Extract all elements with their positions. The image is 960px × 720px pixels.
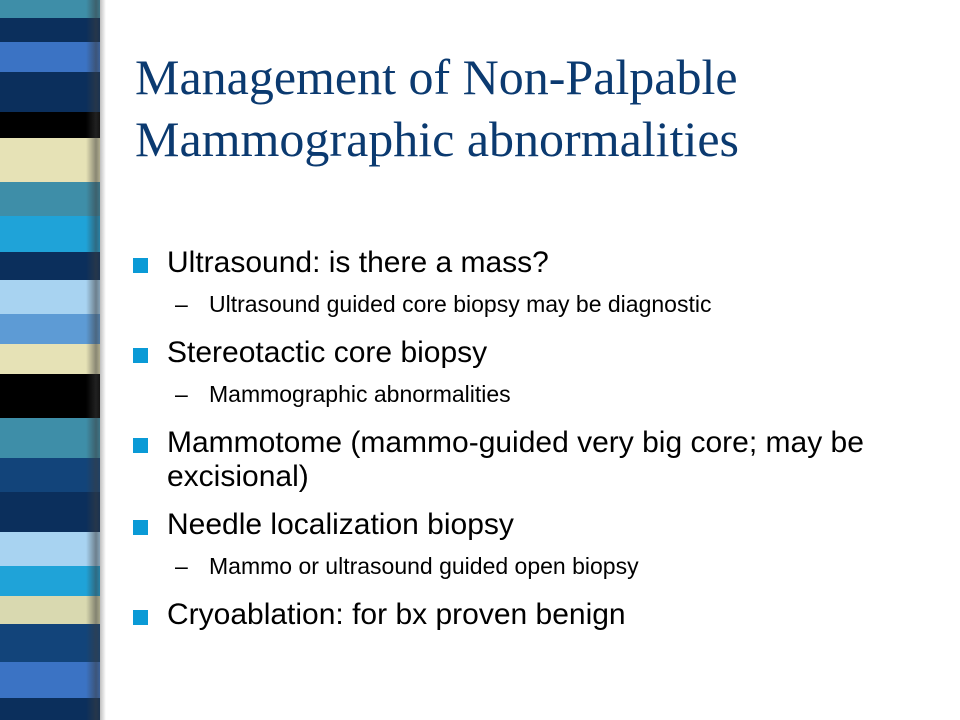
sub-bullet-item [133, 380, 933, 408]
bullet-item [133, 508, 933, 542]
stripe-band [0, 418, 100, 458]
stripe-band [0, 314, 100, 344]
stripe-band [0, 252, 100, 280]
stripe-shadow [86, 0, 106, 720]
slide-title [135, 46, 935, 170]
stripe-band [0, 112, 100, 138]
stripe-band [0, 458, 100, 492]
stripe-band [0, 596, 100, 624]
stripe-band [0, 624, 100, 662]
bullet-text: Needle localization biopsy [167, 508, 514, 541]
bullet-list [133, 246, 933, 646]
stripe-band [0, 72, 100, 112]
square-bullet-icon [133, 438, 148, 453]
decorative-stripe-bar [0, 0, 100, 720]
bullet-item [133, 336, 933, 370]
square-bullet-icon [133, 520, 148, 535]
sub-bullet-text: Mammo or ultrasound guided open biopsy [209, 553, 639, 579]
stripe-band [0, 182, 100, 216]
sub-bullet-text: Ultrasound guided core biopsy may be diagnostic [209, 291, 712, 317]
dash-marker: – [175, 381, 188, 407]
stripe-band [0, 216, 100, 252]
stripe-band [0, 662, 100, 698]
stripe-band [0, 138, 100, 182]
dash-marker: – [175, 291, 188, 317]
bullet-item [133, 598, 933, 632]
bullet-text: Cryoablation: for bx proven benign [167, 598, 626, 631]
title-line-1: Management of Non-Palpable [135, 49, 738, 105]
sub-bullet-item [133, 290, 933, 318]
bullet-text: Stereotactic core biopsy [167, 336, 488, 369]
stripe-band [0, 566, 100, 596]
stripe-band [0, 532, 100, 566]
bullet-text: Mammotome (mammo-guided very big core; may be excisional) [167, 426, 864, 493]
dash-marker: – [175, 553, 188, 579]
title-line-2: Mammographic abnormalities [135, 111, 740, 167]
stripe-band [0, 698, 100, 720]
sub-bullet-item [133, 552, 933, 580]
square-bullet-icon [133, 348, 148, 363]
bullet-item [133, 426, 933, 494]
bullet-item [133, 246, 933, 280]
square-bullet-icon [133, 610, 148, 625]
stripe-band [0, 280, 100, 314]
stripe-band [0, 344, 100, 374]
stripe-band [0, 374, 100, 418]
stripe-band [0, 42, 100, 72]
stripe-band [0, 18, 100, 42]
square-bullet-icon [133, 258, 148, 273]
sub-bullet-text: Mammographic abnormalities [209, 381, 511, 407]
bullet-text: Ultrasound: is there a mass? [167, 246, 549, 279]
stripe-band [0, 0, 100, 18]
stripe-band [0, 492, 100, 532]
